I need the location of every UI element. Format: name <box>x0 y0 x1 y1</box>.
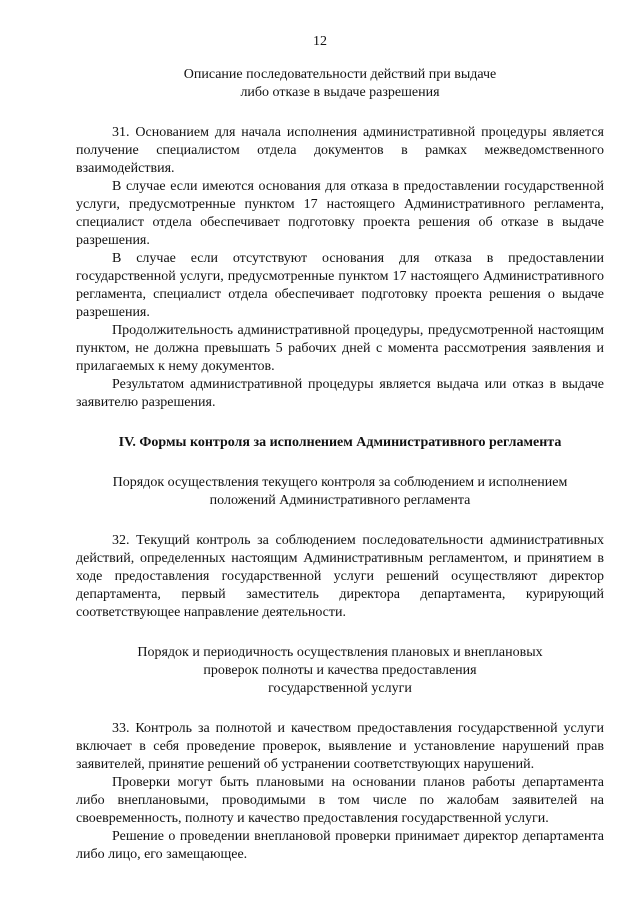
subheading-current-control <box>76 474 604 510</box>
subheading-line: Порядок и периодичность осуществления плановых и внеплановых <box>137 645 543 660</box>
heading-line: Описание последовательности действий при выдаче <box>183 67 497 82</box>
paragraph-32: 32. Текущий контроль за соблюдением последовательности административных действий, определенных настоящим Административным регламентом, и принятием в ходе предоставления государственной услуги решений осуществляют директор департамента, первый заместитель директора департамента, курирующий соответствующее направление деятельности. <box>76 533 604 620</box>
page-content <box>76 66 604 864</box>
subheading-line: государственной услуги <box>268 681 412 696</box>
section-heading-issuance <box>76 66 604 102</box>
subheading-line: положений Административного регламента <box>209 493 471 508</box>
paragraph-33: 33. Контроль за полнотой и качеством предоставления государственной услуги включает в себя проведение проверок, выявление и установление нарушений прав заявителей, принятие решений об устранении соответствующих нарушений. <box>76 721 604 772</box>
paragraph-no-grounds: В случае если отсутствуют основания для отказа в предоставлении государственной услуги, предусмотренные пунктом 17 настоящего Административного регламента, специалист отдела обеспечивает подготовку проекта решения о выдаче разрешения. <box>76 251 604 320</box>
paragraph-refusal: В случае если имеются основания для отказа в предоставлении государственной услуги, предусмотренные пунктом 17 настоящего Административного регламента, специалист отдела обеспечивает подготовку проекта решения об отказе в выдаче разрешения. <box>76 179 604 248</box>
paragraph-duration: Продолжительность административной процедуры, предусмотренной настоящим пунктом, не должна превышать 5 рабочих дней с момента рассмотрения заявления и прилагаемых к нему документов. <box>76 323 604 374</box>
page-number: 12 <box>313 34 327 49</box>
subheading-line: Порядок осуществления текущего контроля за соблюдением и исполнением <box>112 475 568 490</box>
paragraph-inspections-types: Проверки могут быть плановыми на основании планов работы департамента либо внеплановыми, проводимыми в том числе по жалобам заявителей на своевременность, полноту и качество предоставления государственной услуги. <box>76 775 604 826</box>
paragraph-31: 31. Основанием для начала исполнения административной процедуры является получение специалистом отдела документов в рамках межведомственного взаимодействия. <box>76 125 604 176</box>
subheading-line: проверок полноты и качества предоставления <box>203 663 477 678</box>
section-title-iv: IV. Формы контроля за исполнением Административного регламента <box>118 435 562 450</box>
heading-line: либо отказе в выдаче разрешения <box>240 85 440 100</box>
subheading-inspections <box>76 644 604 698</box>
paragraph-result: Результатом административной процедуры является выдача или отказ в выдаче заявителю разрешения. <box>76 377 604 410</box>
paragraph-unscheduled-decision: Решение о проведении внеплановой проверки принимает директор департамента либо лицо, его замещающее. <box>76 829 604 862</box>
